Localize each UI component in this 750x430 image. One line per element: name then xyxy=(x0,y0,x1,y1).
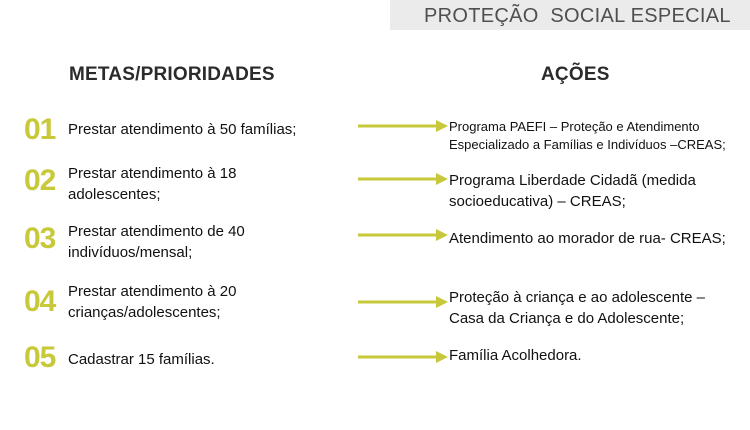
action-line: Programa Liberdade Cidadã (medida xyxy=(449,172,696,189)
goal-line: Prestar atendimento à 20 xyxy=(68,283,237,300)
goal-text xyxy=(68,349,215,370)
goal-text xyxy=(68,119,296,140)
arrow-icon xyxy=(358,350,448,364)
goal-line: crianças/adolescentes; xyxy=(68,304,221,321)
row-number: 01 xyxy=(24,113,56,146)
goal-line: Cadastrar 15 famílias. xyxy=(68,351,215,368)
arrow-icon xyxy=(358,119,448,133)
action-text xyxy=(449,118,726,154)
goal-text xyxy=(68,163,236,205)
arrow-icon xyxy=(358,295,448,309)
column-header-acoes: AÇÕES xyxy=(541,64,610,85)
action-line: Atendimento ao morador de rua- CREAS; xyxy=(449,230,726,247)
page-title: PROTEÇÃO SOCIAL ESPECIAL xyxy=(424,5,731,27)
action-line: Família Acolhedora. xyxy=(449,347,582,364)
action-text xyxy=(449,228,726,249)
row-number: 03 xyxy=(24,222,56,255)
goal-text xyxy=(68,221,245,263)
goal-line: Prestar atendimento de 40 xyxy=(68,223,245,240)
row-number: 05 xyxy=(24,341,56,374)
action-line: Casa da Criança e do Adolescente; xyxy=(449,310,685,327)
action-text xyxy=(449,287,705,329)
goal-line: adolescentes; xyxy=(68,186,161,203)
action-line: socioeducativa) – CREAS; xyxy=(449,193,626,210)
row-number: 02 xyxy=(24,164,56,197)
action-line: Proteção à criança e ao adolescente – xyxy=(449,289,706,306)
arrow-icon xyxy=(358,172,448,186)
column-header-metas: METAS/PRIORIDADES xyxy=(69,64,275,85)
goal-text xyxy=(68,281,236,323)
goal-line: Prestar atendimento à 50 famílias; xyxy=(68,121,297,138)
action-text xyxy=(449,170,696,212)
goal-line: indivíduos/mensal; xyxy=(68,244,193,261)
row-number: 04 xyxy=(24,285,56,318)
action-line: Especializado a Famílias e Indivíduos –CREAS; xyxy=(449,137,726,152)
action-line: Programa PAEFI – Proteção e Atendimento xyxy=(449,119,700,134)
goal-line: Prestar atendimento à 18 xyxy=(68,165,237,182)
action-text xyxy=(449,345,582,366)
arrow-icon xyxy=(358,228,448,242)
